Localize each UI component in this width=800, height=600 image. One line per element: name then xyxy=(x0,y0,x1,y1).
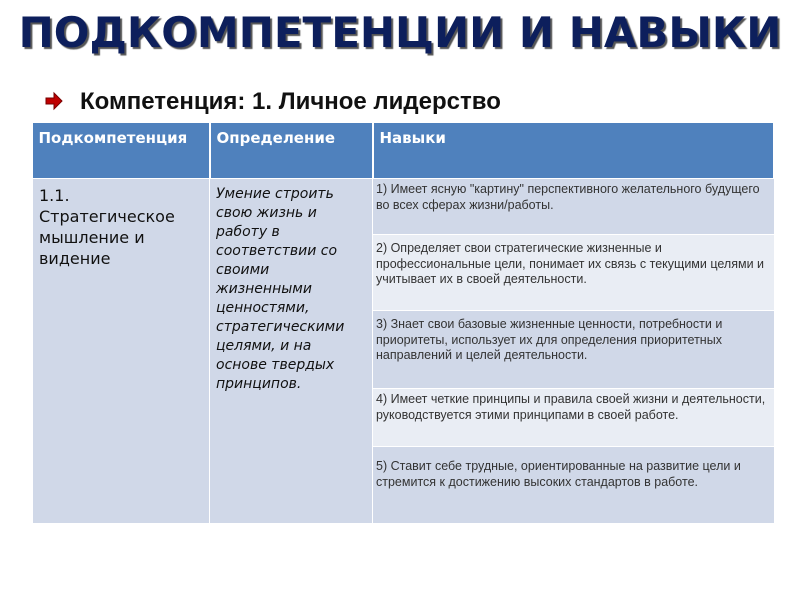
skill-cell: 3) Знает свои базовые жизненные ценности, потребности и приоритеты, использует их для определения приоритетных направлений и целей деятельности. xyxy=(373,311,775,389)
slide-title: ПОДКОМПЕТЕНЦИИ И НАВЫКИ xyxy=(18,8,782,57)
skill-cell: 1) Имеет ясную "картину" перспективного желательного будущего во всех сферах жизни/работы. xyxy=(373,179,775,235)
header-skills: Навыки xyxy=(373,123,775,179)
table-header-row xyxy=(33,123,775,179)
arrow-bullet-icon xyxy=(44,91,64,111)
definition-cell: Умение строить свою жизнь и работу в соответствии со своими жизненными ценностями, стратегическими целями, и на основе твердых принципов. xyxy=(210,179,373,524)
skill-cell: 5) Ставит себе трудные, ориентированные на развитие цели и стремится к достижению высоких стандартов в работе. xyxy=(373,447,775,524)
skill-cell: 2) Определяет свои стратегические жизненные и профессиональные цели, понимает их связь с текущими целями и учитывает их в своей деятельности. xyxy=(373,235,775,311)
table-row xyxy=(33,179,775,235)
competency-table xyxy=(32,123,775,524)
skill-cell: 4) Имеет четкие принципы и правила своей жизни и деятельности, руководствуется этими принципами в своей работе. xyxy=(373,389,775,447)
subcompetency-cell: 1.1. Стратегическое мышление и видение xyxy=(33,179,210,524)
header-definition: Определение xyxy=(210,123,373,179)
header-subcompetency: Подкомпетенция xyxy=(33,123,210,179)
competency-heading: Компетенция: 1. Личное лидерство xyxy=(80,88,501,115)
